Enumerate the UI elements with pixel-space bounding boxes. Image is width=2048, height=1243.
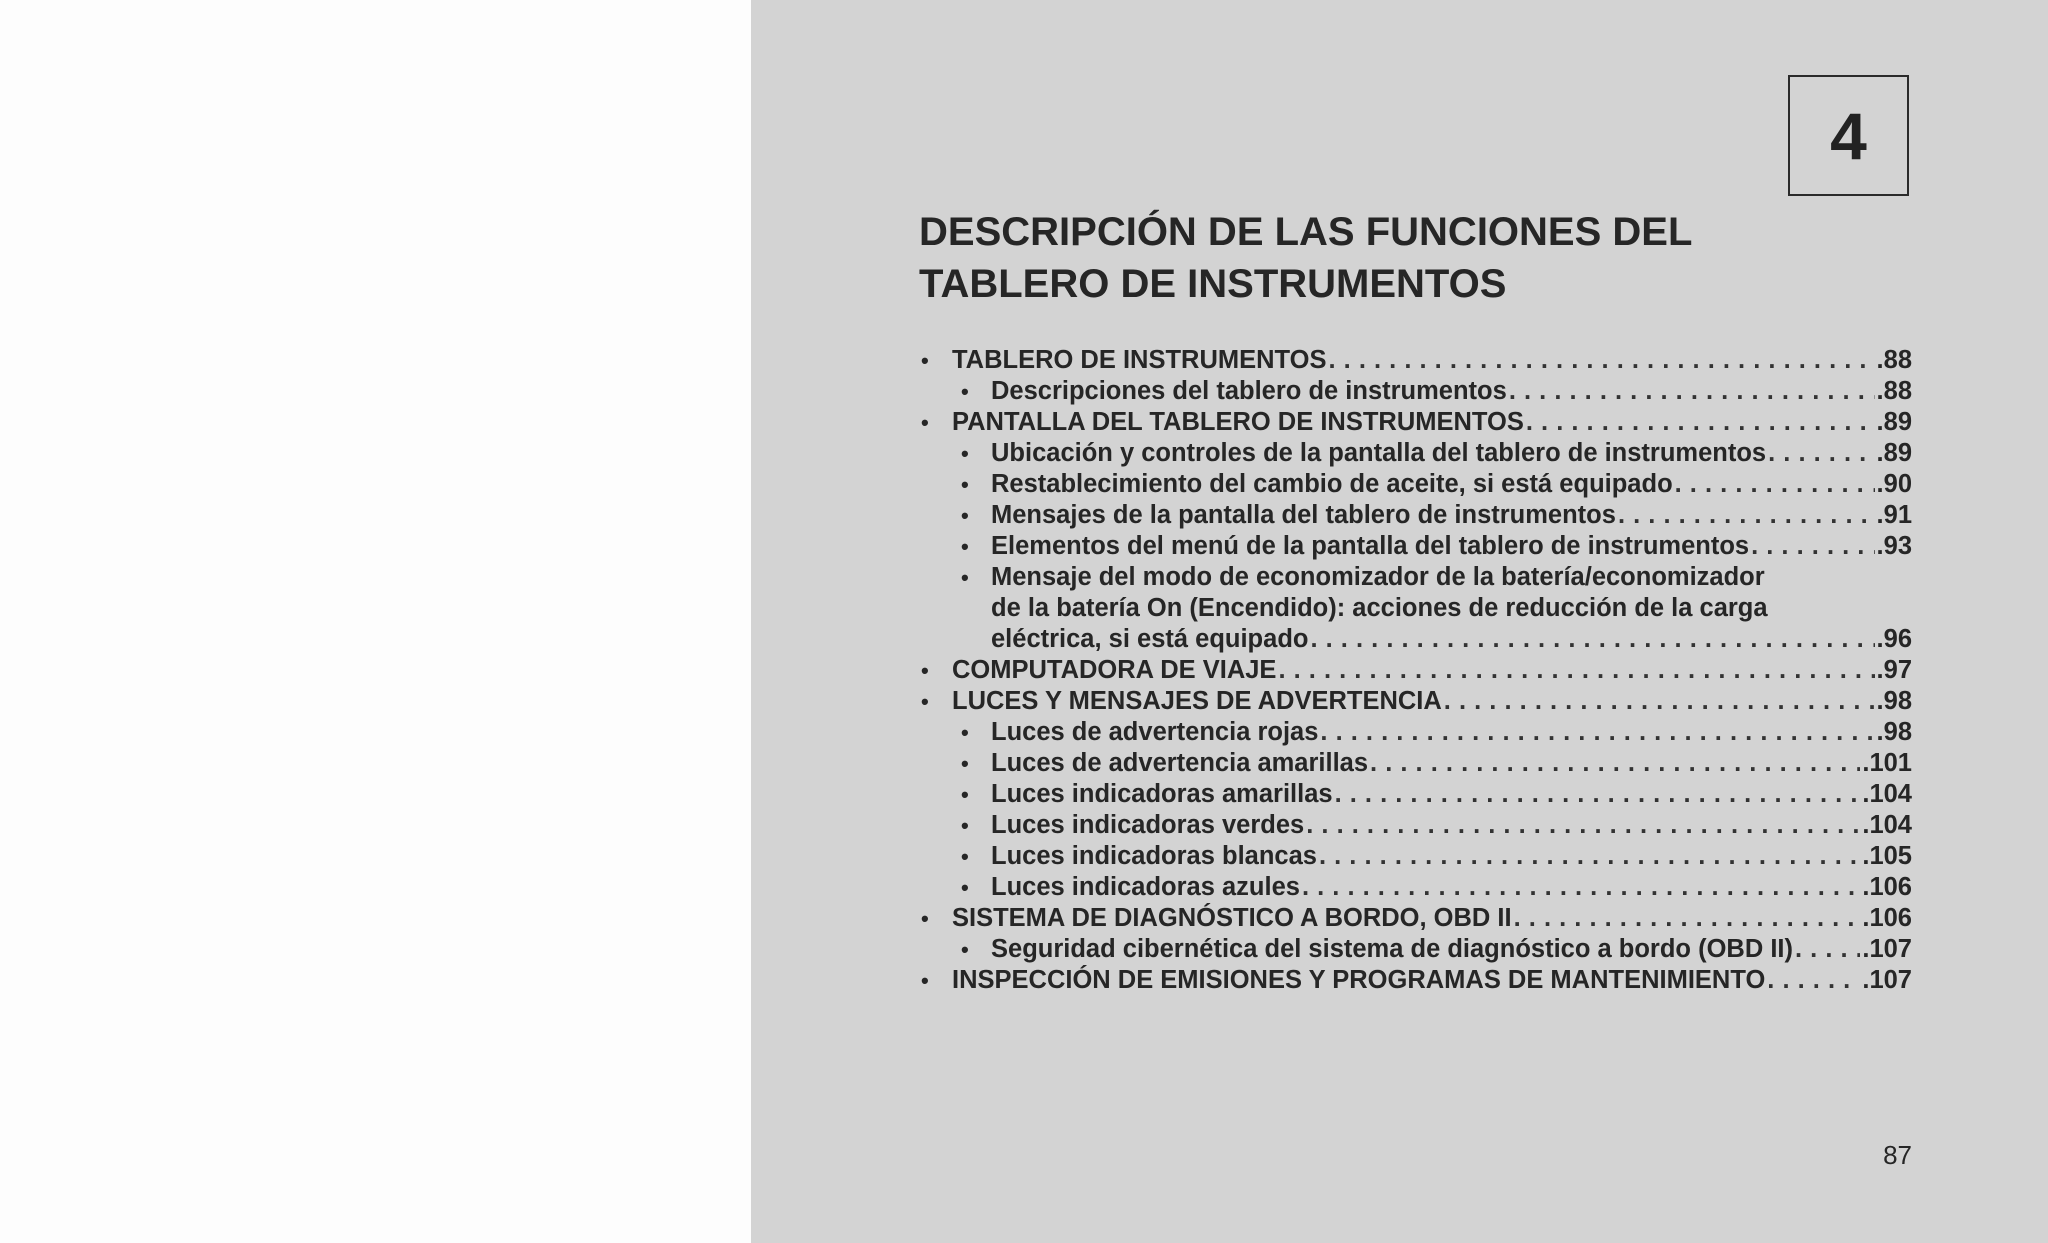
dot-leader: [1767, 965, 1860, 996]
toc-entry-label: INSPECCIÓN DE EMISIONES Y PROGRAMAS DE MANTENIMIENTO: [952, 966, 1766, 994]
toc-entry-label-line: Mensaje del modo de economizador de la batería/economizador: [991, 563, 1765, 591]
toc-entry[interactable]: [919, 717, 1912, 748]
toc-entry-label: eléctrica, si está equipado: [991, 625, 1309, 653]
bullet-icon: •: [961, 565, 969, 590]
toc-entry-page: .88: [1876, 346, 1912, 374]
toc-entry-page: .106: [1862, 873, 1912, 901]
toc-entry[interactable]: [919, 407, 1912, 438]
dot-leader: [1320, 717, 1874, 748]
toc-entry-page: .107: [1862, 935, 1912, 963]
toc-entry-page: .96: [1876, 625, 1912, 653]
toc-entry-label: Luces indicadoras amarillas: [991, 780, 1333, 808]
dot-leader: [1526, 407, 1875, 438]
bullet-icon: •: [961, 441, 969, 466]
blank-left-page: [0, 0, 751, 1243]
toc-entry[interactable]: [919, 748, 1912, 779]
dot-leader: [1618, 500, 1875, 531]
toc-entry-label: Luces de advertencia rojas: [991, 718, 1319, 746]
toc-entry-row: [991, 841, 1912, 872]
toc-entry-label: Luces indicadoras azules: [991, 873, 1300, 901]
toc-entry-row: [952, 686, 1912, 717]
toc-entry-label: Luces indicadoras verdes: [991, 811, 1305, 839]
toc-entry-row: [991, 748, 1912, 779]
dot-leader: [1335, 779, 1861, 810]
table-of-contents: [919, 345, 1912, 996]
toc-entry-page: .89: [1876, 408, 1912, 436]
toc-entry[interactable]: [919, 686, 1912, 717]
dot-leader: [1795, 934, 1860, 965]
toc-entry-page: .90: [1876, 470, 1912, 498]
toc-entry-row: [991, 624, 1912, 655]
toc-entry-label: Restablecimiento del cambio de aceite, si está equipado: [991, 470, 1673, 498]
toc-entry-row: [991, 531, 1912, 562]
toc-entry[interactable]: [919, 810, 1912, 841]
bullet-icon: •: [961, 720, 969, 745]
dot-leader: [1675, 469, 1875, 500]
toc-entry-page: .105: [1862, 842, 1912, 870]
toc-entry-page: .97: [1876, 656, 1912, 684]
toc-entry[interactable]: [919, 438, 1912, 469]
toc-entry-row: [952, 655, 1912, 686]
bullet-icon: •: [961, 813, 969, 838]
bullet-icon: •: [961, 472, 969, 497]
dot-leader: [1302, 872, 1860, 903]
toc-entry[interactable]: [919, 531, 1912, 562]
toc-entry-row: [991, 438, 1912, 469]
toc-entry-row: [991, 872, 1912, 903]
bullet-icon: •: [961, 751, 969, 776]
bullet-icon: •: [961, 503, 969, 528]
toc-entry[interactable]: [919, 872, 1912, 903]
toc-entry[interactable]: [919, 934, 1912, 965]
toc-entry-page: .104: [1862, 780, 1912, 808]
toc-entry-label: Mensajes de la pantalla del tablero de instrumentos: [991, 501, 1616, 529]
bullet-icon: •: [961, 844, 969, 869]
dot-leader: [1370, 748, 1860, 779]
dot-leader: [1310, 624, 1874, 655]
toc-entry-page: .104: [1862, 811, 1912, 839]
toc-entry-label: Seguridad cibernética del sistema de diagnóstico a bordo (OBD II): [991, 935, 1793, 963]
toc-entry[interactable]: [919, 345, 1912, 376]
toc-entry[interactable]: [919, 376, 1912, 407]
toc-entry-row: [952, 903, 1912, 934]
toc-entry-row: [991, 934, 1912, 965]
bullet-icon: •: [921, 410, 929, 435]
toc-entry-label: Descripciones del tablero de instrumentos: [991, 377, 1507, 405]
dot-leader: [1278, 655, 1874, 686]
toc-entry-label-line: de la batería On (Encendido): acciones de reducción de la carga: [991, 594, 1768, 622]
chapter-title: [919, 206, 1879, 310]
bullet-icon: •: [961, 937, 969, 962]
dot-leader: [1444, 686, 1875, 717]
toc-entry-page: .107: [1862, 966, 1912, 994]
chapter-title-line-2: TABLERO DE INSTRUMENTOS: [919, 262, 1507, 306]
bullet-icon: •: [961, 875, 969, 900]
bullet-icon: •: [921, 348, 929, 373]
toc-entry-page: .98: [1876, 687, 1912, 715]
toc-entry[interactable]: [919, 903, 1912, 934]
bullet-icon: •: [921, 658, 929, 683]
toc-entry-label: SISTEMA DE DIAGNÓSTICO A BORDO, OBD II: [952, 904, 1512, 932]
toc-entry-row: [991, 469, 1912, 500]
toc-entry-row: [952, 965, 1912, 996]
toc-entry-label: TABLERO DE INSTRUMENTOS: [952, 346, 1327, 374]
toc-entry[interactable]: [919, 779, 1912, 810]
toc-entry-row: [952, 345, 1912, 376]
dot-leader: [1751, 531, 1874, 562]
toc-entry[interactable]: [919, 500, 1912, 531]
toc-entry-page: .106: [1862, 904, 1912, 932]
dot-leader: [1328, 345, 1874, 376]
dot-leader: [1319, 841, 1860, 872]
page-number: 87: [1883, 1140, 1912, 1170]
toc-entry-page: .93: [1876, 532, 1912, 560]
toc-entry[interactable]: [919, 655, 1912, 686]
chapter-title-line-1: DESCRIPCIÓN DE LAS FUNCIONES DEL: [919, 210, 1693, 254]
toc-entry-row: [991, 500, 1912, 531]
toc-entry-label: Luces de advertencia amarillas: [991, 749, 1369, 777]
bullet-icon: •: [921, 906, 929, 931]
bullet-icon: •: [961, 534, 969, 559]
toc-entry-label: PANTALLA DEL TABLERO DE INSTRUMENTOS: [952, 408, 1524, 436]
toc-entry-label: LUCES Y MENSAJES DE ADVERTENCIA: [952, 687, 1442, 715]
chapter-number-box: [1788, 75, 1909, 196]
bullet-icon: •: [921, 968, 929, 993]
dot-leader: [1509, 376, 1875, 407]
toc-entry-label: Elementos del menú de la pantalla del tablero de instrumentos: [991, 532, 1750, 560]
toc-entry-label: Luces indicadoras blancas: [991, 842, 1317, 870]
chapter-number: 4: [1830, 98, 1867, 173]
toc-entry-page: .88: [1876, 377, 1912, 405]
toc-entry-row: [991, 779, 1912, 810]
dot-leader: [1768, 438, 1874, 469]
toc-entry[interactable]: [919, 841, 1912, 872]
toc-entry-row: [991, 810, 1912, 841]
dot-leader: [1306, 810, 1860, 841]
bullet-icon: •: [961, 379, 969, 404]
toc-entry-row: [991, 376, 1912, 407]
dot-leader: [1514, 903, 1861, 934]
toc-entry-page: .98: [1876, 718, 1912, 746]
toc-entry-page: .91: [1876, 501, 1912, 529]
toc-entry-label: Ubicación y controles de la pantalla del tablero de instrumentos: [991, 439, 1767, 467]
toc-entry-row: [991, 717, 1912, 748]
toc-entry-page: .89: [1876, 439, 1912, 467]
toc-entry-label: COMPUTADORA DE VIAJE: [952, 656, 1277, 684]
toc-entry[interactable]: [919, 965, 1912, 996]
bullet-icon: •: [961, 782, 969, 807]
toc-entry[interactable]: [919, 469, 1912, 500]
toc-entry-page: .101: [1862, 749, 1912, 777]
toc-entry[interactable]: [919, 562, 1912, 655]
toc-entry-row: [952, 407, 1912, 438]
bullet-icon: •: [921, 689, 929, 714]
